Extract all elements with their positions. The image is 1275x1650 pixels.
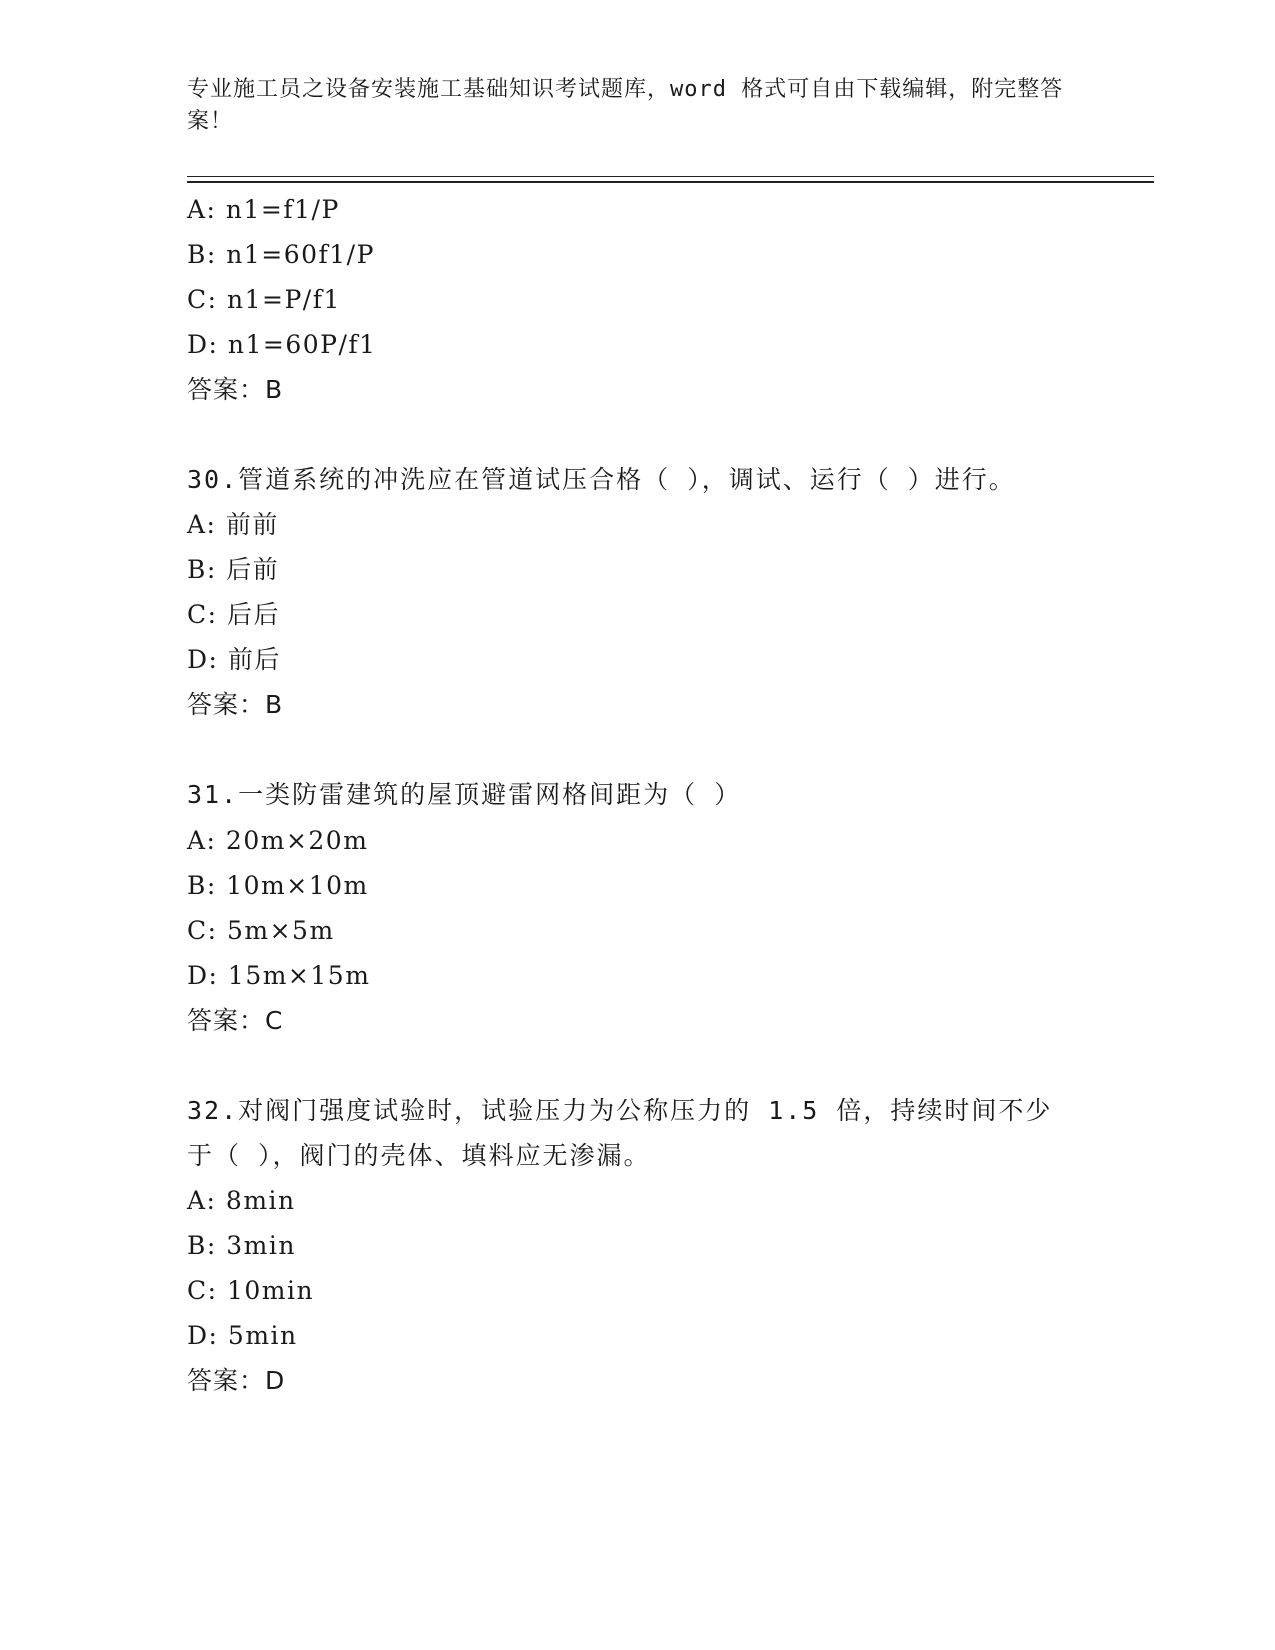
q30-option-b: B: 后前 bbox=[187, 555, 280, 584]
option-a: A: n1=f1/P bbox=[187, 195, 340, 224]
q31-option-c: C: 5m×5m bbox=[187, 916, 335, 945]
header-divider-top bbox=[187, 176, 1154, 177]
answer: 答案：B bbox=[187, 375, 284, 404]
header-note: 专业施工员之设备安装施工基础知识考试题库，word 格式可自由下载编辑，附完整答案！ bbox=[187, 77, 1064, 134]
q32-answer: 答案：D bbox=[187, 1366, 286, 1395]
q31-option-d: D: 15m×15m bbox=[187, 961, 371, 990]
q30-option-d: D: 前后 bbox=[187, 645, 281, 674]
q30-option-a: A: 前前 bbox=[187, 510, 279, 539]
question-31-text: 31.一类防雷建筑的屋顶避雷网格间距为（ ） bbox=[187, 780, 742, 809]
header-divider-bottom bbox=[187, 181, 1154, 183]
question-30-text: 30.管道系统的冲洗应在管道试压合格（ ），调试、运行（ ）进行。 bbox=[187, 465, 1016, 494]
q31-option-b: B: 10m×10m bbox=[187, 871, 369, 900]
option-b: B: n1=60f1/P bbox=[187, 240, 375, 269]
q30-option-c: C: 后后 bbox=[187, 600, 280, 629]
q32-option-c: C: 10min bbox=[187, 1276, 315, 1305]
question-32-text-line-1: 32.对阀门强度试验时，试验压力为公称压力的 1.5 倍，持续时间不少 bbox=[187, 1096, 1053, 1125]
q31-option-a: A: 20m×20m bbox=[187, 826, 369, 855]
q32-option-d: D: 5min bbox=[187, 1321, 298, 1350]
option-c: C: n1=P/f1 bbox=[187, 285, 341, 314]
question-32-text-line-2: 于（ ），阀门的壳体、填料应无渗漏。 bbox=[187, 1141, 651, 1170]
q32-option-a: A: 8min bbox=[187, 1186, 296, 1215]
q32-option-b: B: 3min bbox=[187, 1231, 296, 1260]
q30-answer: 答案：B bbox=[187, 690, 284, 719]
option-d: D: n1=60P/f1 bbox=[187, 330, 377, 359]
q31-answer: 答案：C bbox=[187, 1006, 284, 1035]
